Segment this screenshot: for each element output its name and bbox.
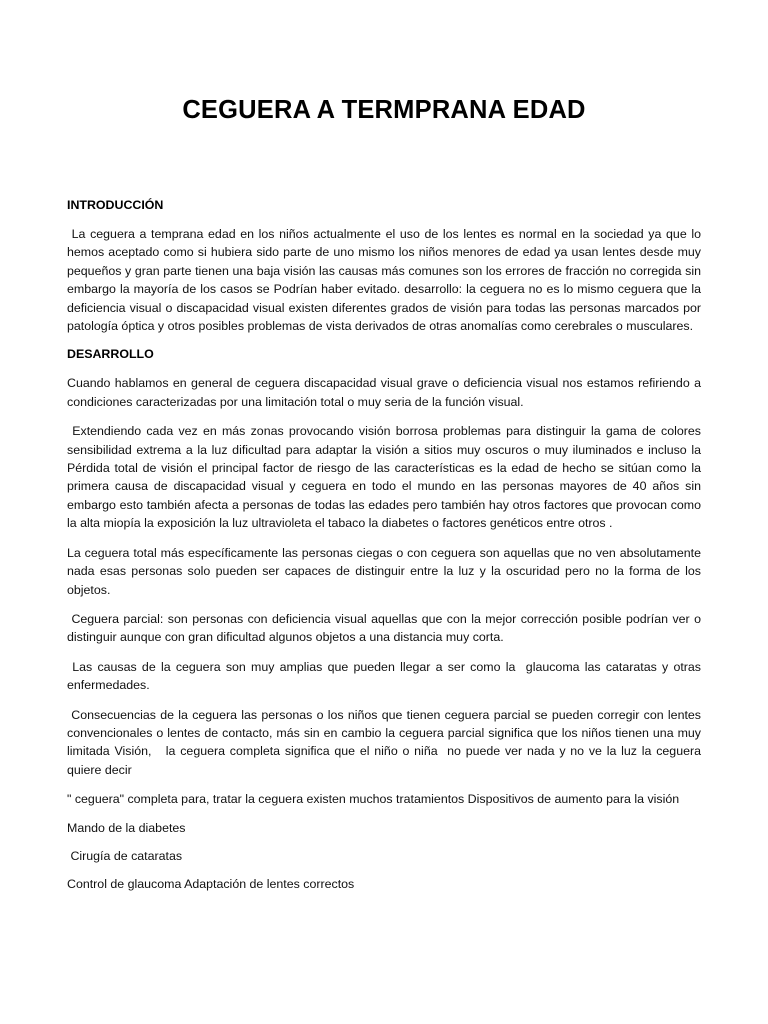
paragraph-treatments: " ceguera" completa para, tratar la ceguera existen muchos tratamientos Dispositivos de aumento para la visión — [67, 792, 680, 807]
paragraph-partial-blindness: Ceguera parcial: son personas con deficiencia visual aquellas que con la mejor corrección posible podrían ver o distinguir aunque con gran dificultad algunos objetos a una distancia muy corta. — [67, 611, 705, 645]
document-title: CEGUERA A TERMPRANA EDAD — [182, 96, 586, 124]
development-heading: DESARROLLO — [67, 347, 154, 362]
list-item-cataract-surgery: Cirugía de cataratas — [67, 848, 183, 863]
paragraph-consequences: Consecuencias de la ceguera las personas o los niños que tienen ceguera parcial se pueden corregir con lentes convencionales o lentes de contacto, más sin en cambio la ceguera parcial significa que los niños tienen una muy limitada Visión, la ceguera completa significa que el niño o niña no puede ver nada y no ve la luz la ceguera quiere decir — [67, 707, 705, 777]
list-item-diabetes: Mando de la diabetes — [67, 820, 186, 835]
paragraph-causes-risk: Extendiendo cada vez en más zonas provocando visión borrosa problemas para distinguir la gama de colores sensibilidad extrema a la luz dificultad para adaptar la visión a sitios muy oscuros o muy iluminados e incluso la Pérdida total de visión el principal factor de riesgo de las características es la edad de hecho se sitúan como la primera causa de discapacidad visual y ceguera en todo el mundo en las personas mayores de 40 años sin embargo esto también afecta a personas de todas las edades pero también hay otros factores que provocan como la alta miopía la exposición la luz ultravioleta el tabaco la diabetes o factores genéticos entre otros . — [67, 424, 705, 531]
paragraph-definition: Cuando hablamos en general de ceguera discapacidad visual grave o deficiencia visual nos estamos refiriendo a condiciones caracterizadas por una limitación total o muy seria de la función visual. — [67, 376, 705, 409]
intro-paragraph: La ceguera a temprana edad en los niños actualmente el uso de los lentes es normal en la sociedad ya que lo hemos aceptado como si hubiera sido parte de uno mismo los niños menores de edad ya usan lentes desde muy pequeños y gran parte tienen una baja visión las causas más comunes son los errores de fracción no corregida sin embargo la mayoría de los casos se Podrían haber evitado. desarrollo: la ceguera no es lo mismo ceguera que la deficiencia visual o discapacidad visual existen diferentes grados de visión para todas las personas marcados por patología óptica y otros posibles problemas de vista derivados de otras anomalías como cerebrales o musculares. — [67, 227, 705, 334]
paragraph-causes: Las causas de la ceguera son muy amplias que pueden llegar a ser como la glaucoma las cataratas y otras enfermedades. — [67, 659, 705, 693]
intro-heading: INTRODUCCIÓN — [67, 198, 164, 212]
paragraph-total-blindness: La ceguera total más específicamente las personas ciegas o con ceguera son aquellas que no ven absolutamente nada esas personas solo pueden ser capaces de distinguir entre la luz y la oscuridad pero no la forma de los objetos. — [67, 545, 705, 597]
list-item-glaucoma-control: Control de glaucoma Adaptación de lentes correctos — [67, 877, 355, 892]
